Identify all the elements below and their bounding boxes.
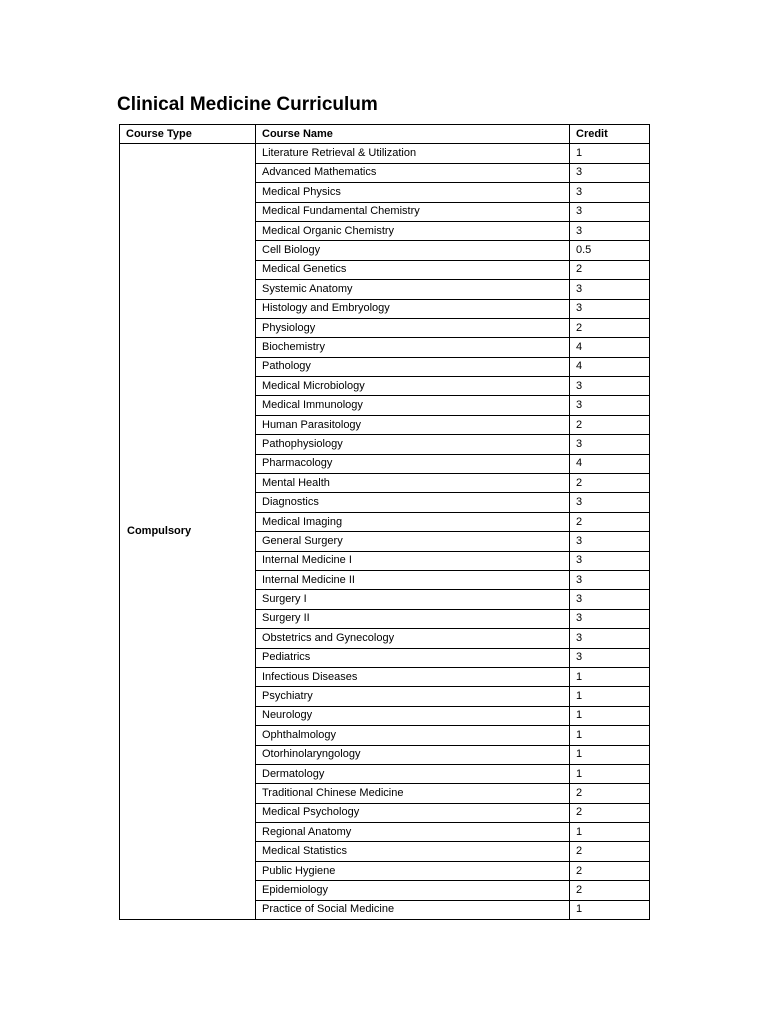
credit-cell: 3 (570, 648, 650, 667)
course-name-cell: Pediatrics (256, 648, 570, 667)
credit-cell: 3 (570, 493, 650, 512)
course-name-cell: Regional Anatomy (256, 823, 570, 842)
course-name-cell: Mental Health (256, 474, 570, 493)
course-name-cell: Public Hygiene (256, 861, 570, 880)
course-name-cell: Epidemiology (256, 881, 570, 900)
credit-cell: 3 (570, 629, 650, 648)
course-name-cell: Diagnostics (256, 493, 570, 512)
credit-cell: 3 (570, 299, 650, 318)
course-name-cell: Biochemistry (256, 338, 570, 357)
course-name-cell: Physiology (256, 318, 570, 337)
course-name-cell: Traditional Chinese Medicine (256, 784, 570, 803)
credit-cell: 1 (570, 687, 650, 706)
credit-cell: 3 (570, 532, 650, 551)
credit-cell: 1 (570, 823, 650, 842)
course-name-cell: Medical Physics (256, 183, 570, 202)
course-name-cell: Surgery II (256, 609, 570, 628)
credit-cell: 2 (570, 881, 650, 900)
course-name-cell: Pathology (256, 357, 570, 376)
credit-cell: 2 (570, 415, 650, 434)
course-name-cell: Surgery I (256, 590, 570, 609)
table-header-row (120, 125, 650, 144)
credit-cell: 2 (570, 842, 650, 861)
credit-cell: 4 (570, 357, 650, 376)
credit-cell: 3 (570, 590, 650, 609)
course-name-cell: Advanced Mathematics (256, 163, 570, 182)
course-type-cell: Compulsory (120, 144, 256, 920)
course-name-cell: General Surgery (256, 532, 570, 551)
credit-cell: 1 (570, 144, 650, 163)
credit-cell: 3 (570, 280, 650, 299)
credit-cell: 3 (570, 570, 650, 589)
credit-cell: 1 (570, 745, 650, 764)
table-row (120, 144, 650, 163)
credit-cell: 3 (570, 551, 650, 570)
credit-cell: 2 (570, 318, 650, 337)
course-name-cell: Internal Medicine II (256, 570, 570, 589)
header-course-name: Course Name (256, 125, 570, 144)
course-name-cell: Pathophysiology (256, 435, 570, 454)
course-name-cell: Neurology (256, 706, 570, 725)
credit-cell: 1 (570, 764, 650, 783)
credit-cell: 2 (570, 260, 650, 279)
credit-cell: 2 (570, 861, 650, 880)
credit-cell: 4 (570, 454, 650, 473)
course-name-cell: Obstetrics and Gynecology (256, 629, 570, 648)
credit-cell: 0.5 (570, 241, 650, 260)
course-name-cell: Psychiatry (256, 687, 570, 706)
course-name-cell: Medical Organic Chemistry (256, 221, 570, 240)
credit-cell: 3 (570, 163, 650, 182)
course-name-cell: Internal Medicine I (256, 551, 570, 570)
course-name-cell: Medical Genetics (256, 260, 570, 279)
credit-cell: 3 (570, 435, 650, 454)
course-name-cell: Pharmacology (256, 454, 570, 473)
table-body (120, 144, 650, 920)
course-name-cell: Infectious Diseases (256, 667, 570, 686)
credit-cell: 1 (570, 900, 650, 919)
course-name-cell: Medical Imaging (256, 512, 570, 531)
course-name-cell: Literature Retrieval & Utilization (256, 144, 570, 163)
course-name-cell: Dermatology (256, 764, 570, 783)
credit-cell: 1 (570, 726, 650, 745)
credit-cell: 3 (570, 396, 650, 415)
course-name-cell: Systemic Anatomy (256, 280, 570, 299)
course-name-cell: Cell Biology (256, 241, 570, 260)
course-name-cell: Medical Fundamental Chemistry (256, 202, 570, 221)
credit-cell: 1 (570, 667, 650, 686)
course-name-cell: Human Parasitology (256, 415, 570, 434)
page-title: Clinical Medicine Curriculum (117, 94, 378, 115)
credit-cell: 3 (570, 183, 650, 202)
credit-cell: 3 (570, 202, 650, 221)
credit-cell: 2 (570, 474, 650, 493)
credit-cell: 3 (570, 609, 650, 628)
credit-cell: 2 (570, 803, 650, 822)
credit-cell: 2 (570, 512, 650, 531)
credit-cell: 3 (570, 221, 650, 240)
course-name-cell: Medical Psychology (256, 803, 570, 822)
credit-cell: 4 (570, 338, 650, 357)
course-name-cell: Otorhinolaryngology (256, 745, 570, 764)
header-course-type: Course Type (120, 125, 256, 144)
credit-cell: 1 (570, 706, 650, 725)
header-credit: Credit (570, 125, 650, 144)
course-name-cell: Medical Statistics (256, 842, 570, 861)
credit-cell: 3 (570, 377, 650, 396)
course-name-cell: Ophthalmology (256, 726, 570, 745)
curriculum-table (119, 124, 650, 920)
course-name-cell: Practice of Social Medicine (256, 900, 570, 919)
course-name-cell: Histology and Embryology (256, 299, 570, 318)
credit-cell: 2 (570, 784, 650, 803)
course-name-cell: Medical Microbiology (256, 377, 570, 396)
course-name-cell: Medical Immunology (256, 396, 570, 415)
